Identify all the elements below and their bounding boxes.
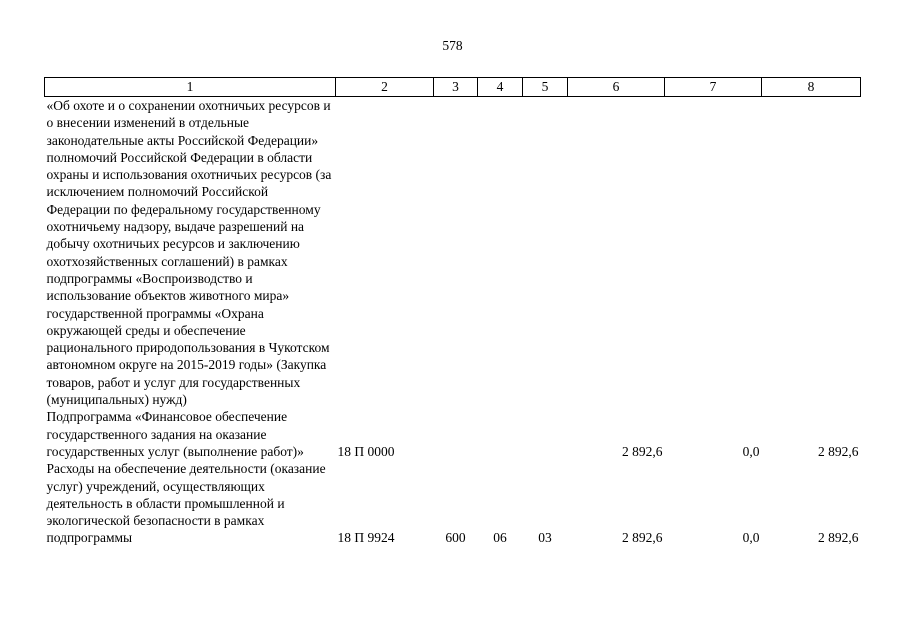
row-col7: 0,0 bbox=[742, 530, 760, 546]
row-col4: 06 bbox=[493, 530, 507, 546]
row-col8 bbox=[762, 97, 861, 409]
column-number-row bbox=[45, 78, 861, 97]
table-row bbox=[45, 97, 861, 409]
table-row bbox=[45, 408, 861, 460]
row-col8: 2 892,6 bbox=[818, 530, 859, 546]
row-col3 bbox=[434, 408, 478, 460]
column-header-6: 6 bbox=[568, 78, 665, 97]
row-col6: 2 892,6 bbox=[622, 443, 663, 459]
row-col3 bbox=[434, 97, 478, 409]
row-col6 bbox=[568, 97, 665, 409]
table-row bbox=[45, 460, 861, 546]
page-number: 578 bbox=[442, 38, 463, 53]
row-col7: 0,0 bbox=[742, 443, 760, 459]
row-col5 bbox=[523, 408, 568, 460]
row-col5: 03 bbox=[538, 530, 552, 546]
row-col5 bbox=[523, 97, 568, 409]
column-header-5: 5 bbox=[523, 78, 568, 97]
row-col3: 600 bbox=[445, 530, 466, 546]
row-name: Расходы на обеспечение деятельности (оказание услуг) учреждений, осуществляющих деятельность в области промышленной и экологической безопасности в рамках подпрограммы bbox=[46, 461, 326, 546]
row-col7 bbox=[665, 97, 762, 409]
row-name: Подпрограмма «Финансовое обеспечение государственного задания на оказание государственных услуг (выполнение работ)» bbox=[46, 409, 304, 459]
row-col6: 2 892,6 bbox=[622, 530, 663, 546]
row-col4 bbox=[478, 97, 523, 409]
row-col4 bbox=[478, 408, 523, 460]
column-header-2: 2 bbox=[336, 78, 434, 97]
column-header-4: 4 bbox=[478, 78, 523, 97]
row-code: 18 П 0000 bbox=[337, 443, 395, 459]
column-header-1: 1 bbox=[45, 78, 336, 97]
column-header-7: 7 bbox=[665, 78, 762, 97]
row-col8: 2 892,6 bbox=[818, 443, 859, 459]
budget-table bbox=[44, 77, 861, 547]
row-code bbox=[336, 97, 434, 409]
row-name: «Об охоте и о сохранении охотничьих ресурсов и о внесении изменений в отдельные законодательные акты Российской Федерации» полномочий Российской Федерации в области охраны и использования охотничьих ресурсов (за исключением полномочий Российской Федерации по федеральному государственному охотничьему надзору, выдаче разрешений на добычу охотничьих ресурсов и заключению охотхозяйственных соглашений) в рамках подпрограммы «Воспроизводство и использование объектов животного мира» государственной программы «Охрана окружающей среды и обеспечение рационального природопользования в Чукотском автономном округе на 2015-2019 годы» (Закупка товаров, работ и услуг для государственных (муниципальных) нужд) bbox=[46, 98, 332, 408]
column-header-3: 3 bbox=[434, 78, 478, 97]
row-code: 18 П 9924 bbox=[337, 530, 395, 546]
column-header-8: 8 bbox=[762, 78, 861, 97]
